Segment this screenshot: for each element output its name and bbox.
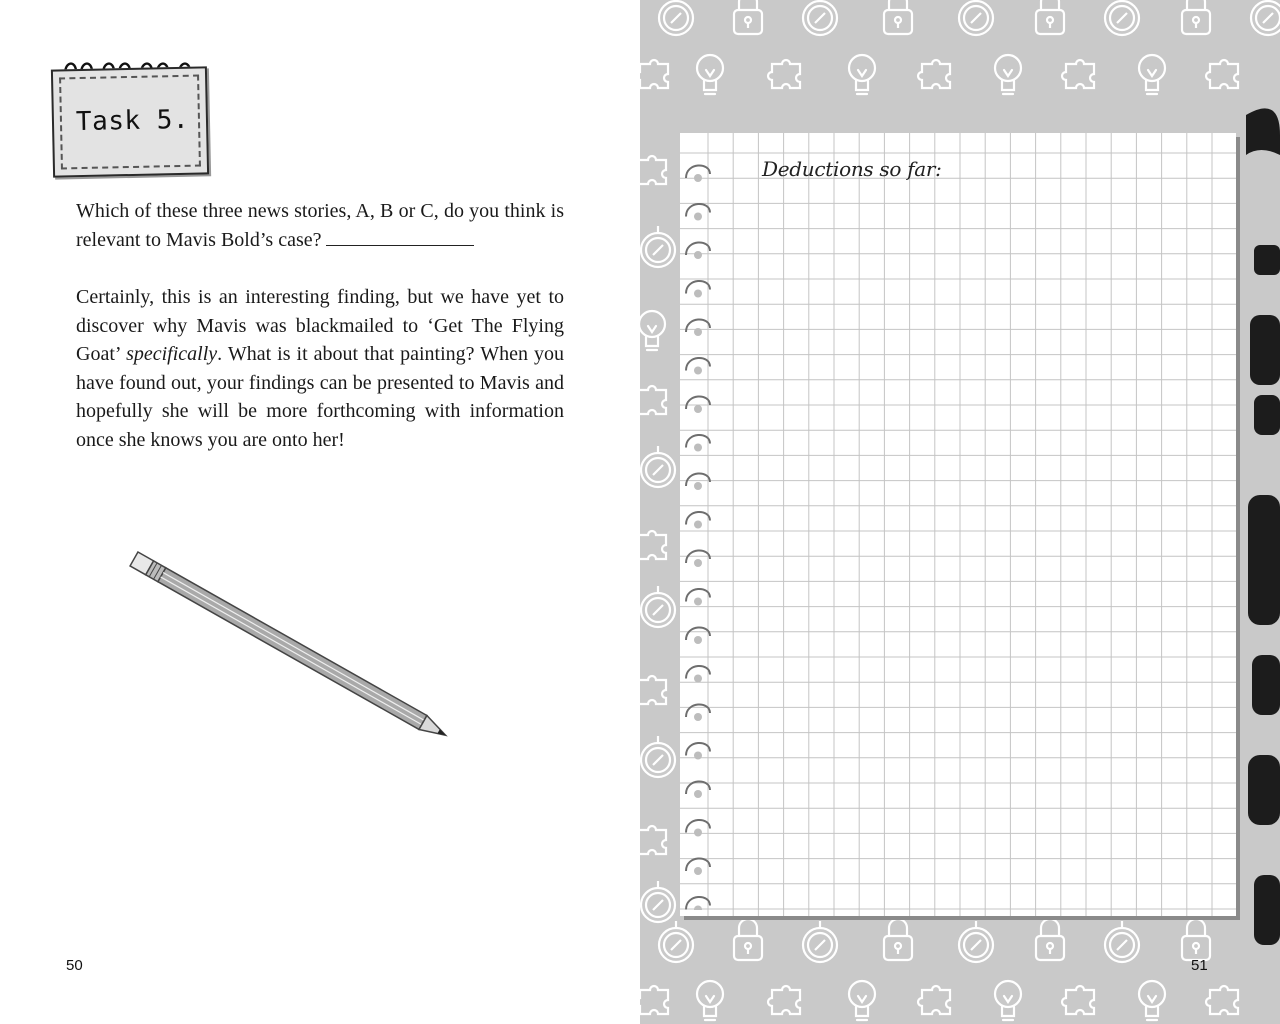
page-number-right: 51 — [1191, 957, 1208, 974]
side-title-deco — [1240, 95, 1280, 955]
paragraph-text — [76, 283, 564, 454]
paragraph-part2: . What is it about that painting? When you have found out, your findings can be presented to Mavis and hopefully she will be more forthcoming with information once she knows you are onto her! — [76, 343, 564, 451]
spiral-binding — [676, 150, 726, 910]
question-sentence: Which of these three news stories, A, B or C, do you think is relevant to Mavis Bold’s case? — [76, 200, 564, 251]
grid-lines — [680, 133, 1236, 916]
paragraph-part1: Certainly, this is an interesting finding, but we have yet to discover why Mavis was blackmailed to ‘Get The Flying Goat’ — [76, 286, 564, 365]
task-card — [51, 66, 209, 177]
answer-blank[interactable] — [326, 227, 474, 246]
deductions-heading: Deductions so far: — [762, 157, 942, 181]
pencil-illustration — [120, 545, 470, 745]
question-text — [76, 197, 564, 254]
notepad-sheet — [680, 133, 1236, 916]
task-title: Task 5. — [75, 104, 190, 138]
page-number-left: 50 — [66, 957, 83, 974]
paragraph-emphasis: specifically — [126, 343, 218, 365]
